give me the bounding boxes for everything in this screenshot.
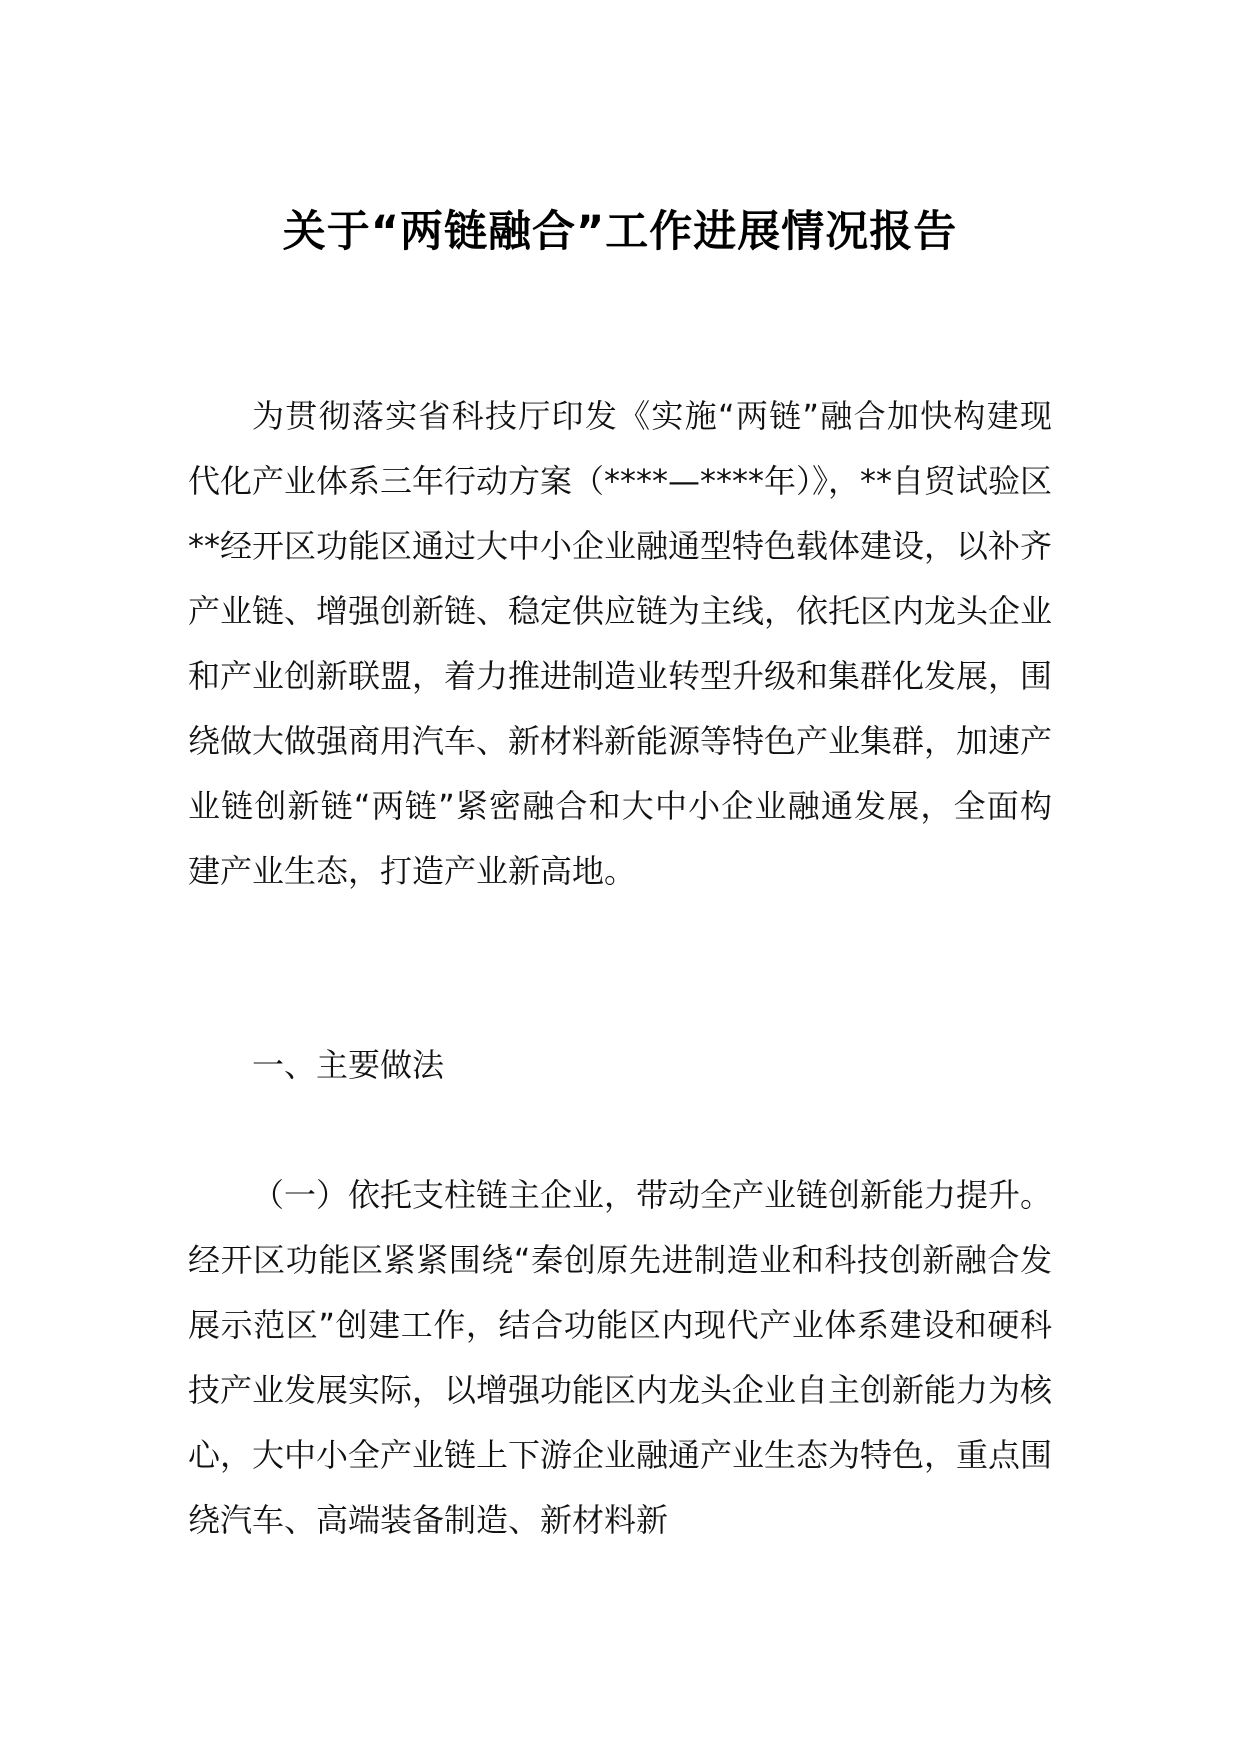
section-heading-main-practices: 一、主要做法 [252, 1046, 445, 1084]
intro-paragraph: 为贯彻落实省科技厅印发《实施“两链”融合加快构建现代化产业体系三年行动方案（****—****年）》，**自贸试验区**经开区功能区通过大中小企业融通型特色载体建设，以补齐产业链、增强创新链、稳定供应链为主线，依托区内龙头企业和产业创新联盟，着力推进制造业转型升级和集群化发展，围绕做大做强商用汽车、新材料新能源等特色产业集群，加速产业链创新链“两链”紧密融合和大中小企业融通发展，全面构建产业生态，打造产业新高地。 [188, 397, 1053, 890]
subsection-paragraph-1: （一）依托支柱链主企业，带动全产业链创新能力提升。经开区功能区紧紧围绕“秦创原先进制造业和科技创新融合发展示范区”创建工作，结合功能区内现代产业体系建设和硬科技产业发展实际，以增强功能区内龙头企业自主创新能力为核心，大中小全产业链上下游企业融通产业生态为特色，重点围绕汽车、高端装备制造、新材料新 [188, 1176, 1053, 1539]
document-title: 关于“两链融合”工作进展情况报告 [282, 207, 958, 257]
